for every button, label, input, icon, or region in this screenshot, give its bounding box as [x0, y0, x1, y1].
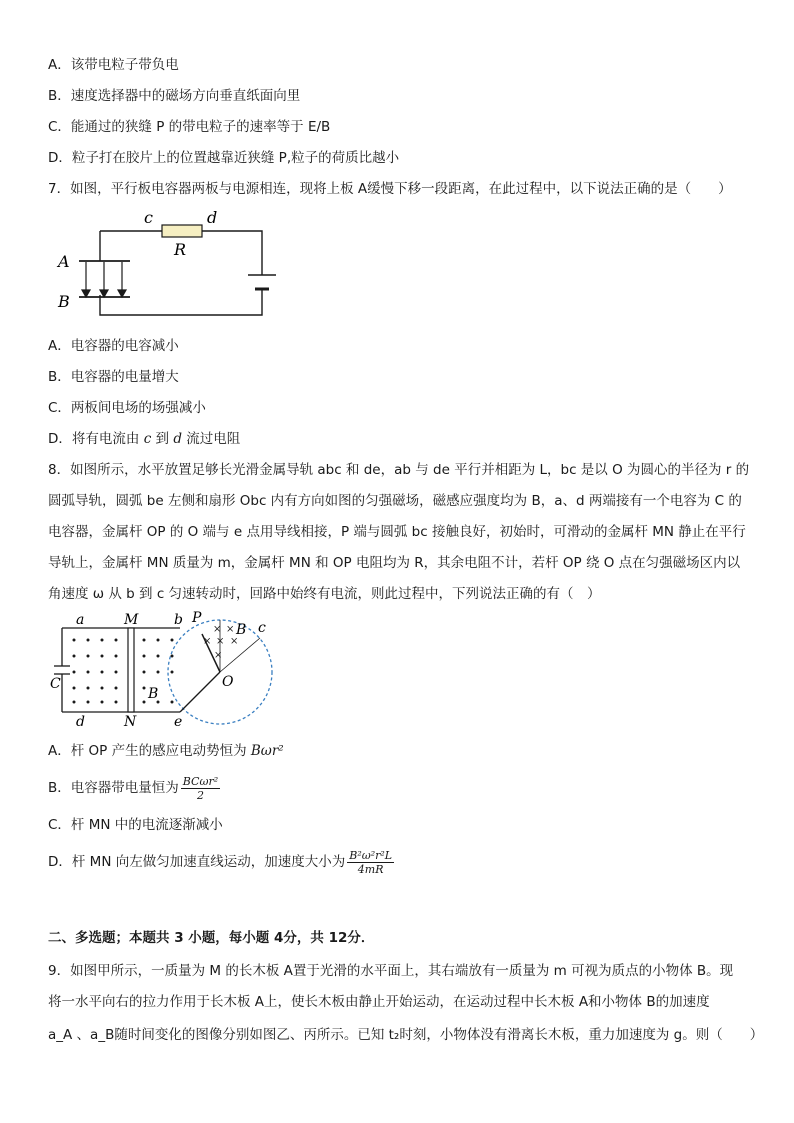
svg-text:×: ×: [203, 636, 212, 647]
q6-option-a: A．该带电粒子带负电: [48, 57, 179, 73]
q7-label-a: A: [58, 252, 70, 271]
q7-option-a: A．电容器的电容减小: [48, 338, 179, 354]
q8-label-b-field: B: [148, 686, 159, 702]
q8-label-n: N: [124, 714, 137, 730]
q8-rail-diagram: [50, 610, 290, 730]
q8-option-b: B．电容器带电量恒为 $\frac{\text{BCωr²}}{2}$: [48, 774, 219, 802]
q8-stem-line3: 电容器，金属杆 OP 的 O 端与 e 点用导线相接，P 端与圆弧 bc 接触良好，初始时，可滑动的金属杆 MN 静止在平行: [48, 524, 746, 540]
svg-text:×: ×: [214, 650, 223, 661]
q8-stem-line2: 圆弧导轨，圆弧 be 左侧和扇形 Obc 内有方向如图的匀强磁场，磁感应强度均为 B，a、d 两端接有一个电容为 C 的: [48, 493, 742, 509]
q8-label-b: b: [174, 612, 183, 628]
q8-label-e: e: [174, 714, 183, 730]
q6-option-d: D．粒子打在胶片上的位置越靠近狭缝 P,粒子的荷质比越小: [48, 150, 400, 166]
svg-text:×: ×: [230, 636, 239, 647]
q8-label-o: O: [222, 674, 234, 690]
q8-option-d: D．杆 MN 向左做匀加速直线运动，加速度大小为 $\frac{\text{B²ω²r²L}}{4mR}$: [48, 848, 393, 876]
q7-option-c: C．两板间电场的场强减小: [48, 400, 206, 416]
q8-label-d: d: [76, 714, 85, 730]
svg-text:×: ×: [216, 636, 225, 647]
q8-option-c: C．杆 MN 中的电流逐渐减小: [48, 817, 223, 833]
q7-label-d: d: [207, 208, 218, 227]
q7-label-c: c: [144, 208, 153, 227]
q8-stem-line5: 角速度 ω 从 b 到 c 匀速转动时，回路中始终有电流，则此过程中，下列说法正确的有（ ）: [48, 586, 601, 602]
q8-label-capacitor: C: [50, 676, 61, 692]
q8-label-b-sector: B: [236, 622, 247, 638]
q7-label-r: R: [174, 240, 187, 259]
q9-stem-line1: 9．如图甲所示，一质量为 M 的长木板 A置于光滑的水平面上，其右端放有一质量为 m 可视为质点的小物体 B。现: [48, 963, 734, 979]
q9-stem-line2: 将一水平向右的拉力作用于长木板 A上，使长木板由静止开始运动，在运动过程中长木板 A和小物体 B的加速度: [48, 994, 710, 1010]
q7-option-d: D．将有电流由 c 到 d 流过电阻: [48, 431, 241, 447]
q8-label-a: a: [76, 612, 85, 628]
svg-text:×: ×: [226, 624, 235, 635]
q8-stem-line1: 8．如图所示，水平放置足够长光滑金属导轨 abc 和 de，ab 与 de 平行并相距为 L，bc 是以 O 为圆心的半径为 r 的: [48, 462, 750, 478]
magnetic-field-crosses: [203, 624, 238, 661]
q8-label-p: P: [192, 610, 202, 626]
q9-stem-line3: a_A 、a_B随时间变化的图像分别如图乙、丙所示。已知 t₂时刻，小物体没有滑离长木板，重力加速度为 g。则（ ）: [48, 1027, 764, 1043]
q8-label-m: M: [124, 612, 139, 628]
q7-label-b: B: [58, 292, 70, 311]
svg-text:×: ×: [213, 624, 222, 635]
q6-option-b: B．速度选择器中的磁场方向垂直纸面向里: [48, 88, 301, 104]
q6-option-c: C．能通过的狭缝 P 的带电粒子的速率等于 E/B: [48, 119, 331, 135]
q8-label-c: c: [258, 620, 266, 636]
magnetic-field-dots: [73, 639, 174, 704]
q8-option-a: A．杆 OP 产生的感应电动势恒为 Bωr²: [48, 743, 284, 759]
q7-option-b: B．电容器的电量增大: [48, 369, 179, 385]
section-title-multiple-choice: 二、多选题；本题共 3 小题，每小题 4分，共 12分．: [48, 930, 375, 946]
q8-stem-line4: 导轨上，金属杆 MN 质量为 m，金属杆 MN 和 OP 电阻均为 R，其余电阻不计，若杆 OP 绕 O 点在匀强磁场区内以: [48, 555, 741, 571]
q7-circuit-diagram: [52, 207, 282, 322]
q7-stem: 7．如图，平行板电容器两板与电源相连，现将上板 A缓慢下移一段距离，在此过程中，以下说法正确的是（ ）: [48, 181, 732, 197]
